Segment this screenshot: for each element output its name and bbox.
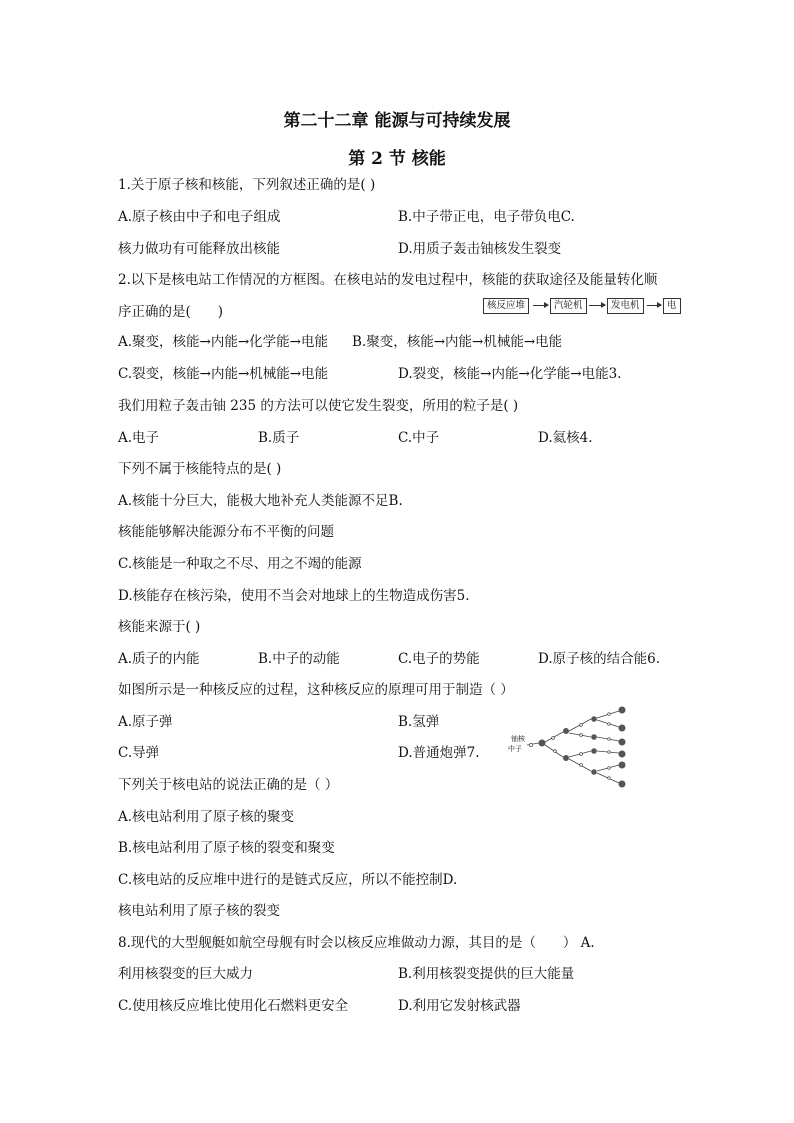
neutron [580, 753, 583, 756]
q7-option-a: A.核电站利用了原子核的聚变 [118, 809, 295, 825]
flow-arrow-1 [533, 305, 548, 306]
nucleus [539, 740, 546, 747]
neutron [608, 767, 611, 770]
nucleus [591, 716, 597, 722]
q1-option-b: B.中子带正电，电子带负电C. [398, 209, 575, 225]
q7-option-b: B.核电站利用了原子核的裂变和聚变 [118, 840, 335, 856]
q2-option-a: A.聚变，核能→内能→化学能→电能 [118, 334, 328, 350]
q2-option-c: C.裂变，核能→内能→机械能→电能 [118, 366, 329, 382]
q7-option-c: C.核电站的反应堆中进行的是链式反应，所以不能控制D. [118, 872, 458, 888]
q8-stem: 8.现代的大型舰艇如航空母舰有时会以核反应堆做动力源，其目的是（ ） A. [118, 935, 595, 951]
neutron [554, 750, 557, 753]
q5-stem: 核能来源于( ) [118, 619, 201, 635]
fission-paths [527, 711, 619, 783]
q1-option-a: A.原子核由中子和电子组成 [118, 209, 281, 225]
fission-label-neutron: 中子 [508, 745, 522, 753]
flow-arrow-3 [647, 305, 661, 306]
q5-option-b: B.中子的动能 [258, 651, 340, 667]
nucleus [591, 769, 597, 775]
flow-arrow-2 [589, 305, 605, 306]
chain-reaction-diagram [505, 705, 645, 790]
q1-option-c: 核力做功有可能释放出核能 [118, 241, 280, 257]
q2-stem-line1: 2.以下是核电站工作情况的方框图。在核电站的发电过程中，核能的获取途径及能量转化顺 [118, 272, 658, 288]
q6-stem: 如图所示是一种核反应的过程，这种核反应的原理可用于制造（ ） [118, 682, 514, 698]
q2-option-d: D.裂变，核能→内能→化学能→电能3. [398, 366, 622, 382]
neutron [608, 777, 611, 780]
chapter-title: 第二十二章 能源与可持续发展 [283, 111, 511, 131]
fission-label-uranium: 铀核 [511, 735, 525, 743]
q3-option-c: C.中子 [398, 430, 440, 446]
q1-stem: 1.关于原子核和核能，下列叙述正确的是( ) [118, 177, 376, 193]
nucleus [619, 781, 626, 788]
neutron [580, 734, 583, 737]
q8-option-a: 利用核裂变的巨大威力 [118, 966, 253, 982]
q4-option-c: C.核能是一种取之不尽、用之不竭的能源 [118, 556, 362, 572]
nucleus [619, 739, 626, 746]
neutron [608, 713, 611, 716]
nucleus [591, 748, 597, 754]
q1-option-d: D.用质子轰击铀核发生裂变 [398, 241, 562, 257]
q3-option-b: B.质子 [258, 430, 300, 446]
q4-stem: 下列不属于核能特点的是( ) [118, 461, 282, 477]
q2-stem-line2: 序正确的是( ) [118, 304, 224, 320]
flow-box-reactor: 核反应堆 [483, 298, 529, 314]
neutron [608, 751, 611, 754]
q5-option-a: A.质子的内能 [118, 651, 200, 667]
nucleus [619, 707, 626, 714]
nucleus [619, 725, 626, 732]
neutron [580, 764, 583, 767]
nucleus [619, 751, 626, 758]
q8-option-d: D.利用它发射核武器 [398, 998, 521, 1014]
neutron [608, 723, 611, 726]
neutron [608, 738, 611, 741]
q6-option-d: D.普通炮弹7. [398, 745, 480, 761]
q5-option-d: D.原子核的结合能6. [538, 651, 661, 667]
q4-option-a: A.核能十分巨大，能极大地补充人类能源不足B. [118, 493, 403, 509]
q7-option-d: 核电站利用了原子核的裂变 [118, 903, 280, 919]
q8-option-c: C.使用核反应堆比使用化石燃料更安全 [118, 998, 349, 1014]
q7-stem: 下列关于核电站的说法正确的是（ ） [118, 777, 339, 793]
q4-option-b: 核能能够解决能源分布不平衡的问题 [118, 524, 334, 540]
q6-option-c: C.导弹 [118, 745, 160, 761]
q3-stem: 我们用粒子轰击铀 235 的方法可以使它发生裂变，所用的粒子是( ) [118, 398, 519, 414]
fission-nuclei [539, 707, 626, 788]
flow-box-generator: 发电机 [607, 298, 644, 314]
q4-option-d: D.核能存在核污染，使用不当会对地球上的生物造成伤害5. [118, 588, 470, 604]
q3-option-a: A.电子 [118, 430, 160, 446]
nucleus [591, 734, 597, 740]
q2-option-b: B.聚变，核能→内能→机械能→电能 [352, 334, 563, 350]
q6-option-b: B.氢弹 [398, 714, 440, 730]
flow-box-electricity: 电 [663, 298, 681, 314]
q5-option-c: C.电子的势能 [398, 651, 480, 667]
neutron [552, 737, 555, 740]
neutron [580, 724, 583, 727]
section-title: 第 2 节 核能 [348, 149, 446, 169]
q8-option-b: B.利用核裂变提供的巨大能量 [398, 966, 575, 982]
q3-option-d: D.氦核4. [538, 430, 593, 446]
nucleus [563, 728, 569, 734]
neutron [529, 743, 532, 746]
flow-box-turbine: 汽轮机 [550, 298, 587, 314]
nucleus [619, 762, 626, 769]
q6-option-a: A.原子弹 [118, 714, 173, 730]
nucleus [563, 755, 569, 761]
